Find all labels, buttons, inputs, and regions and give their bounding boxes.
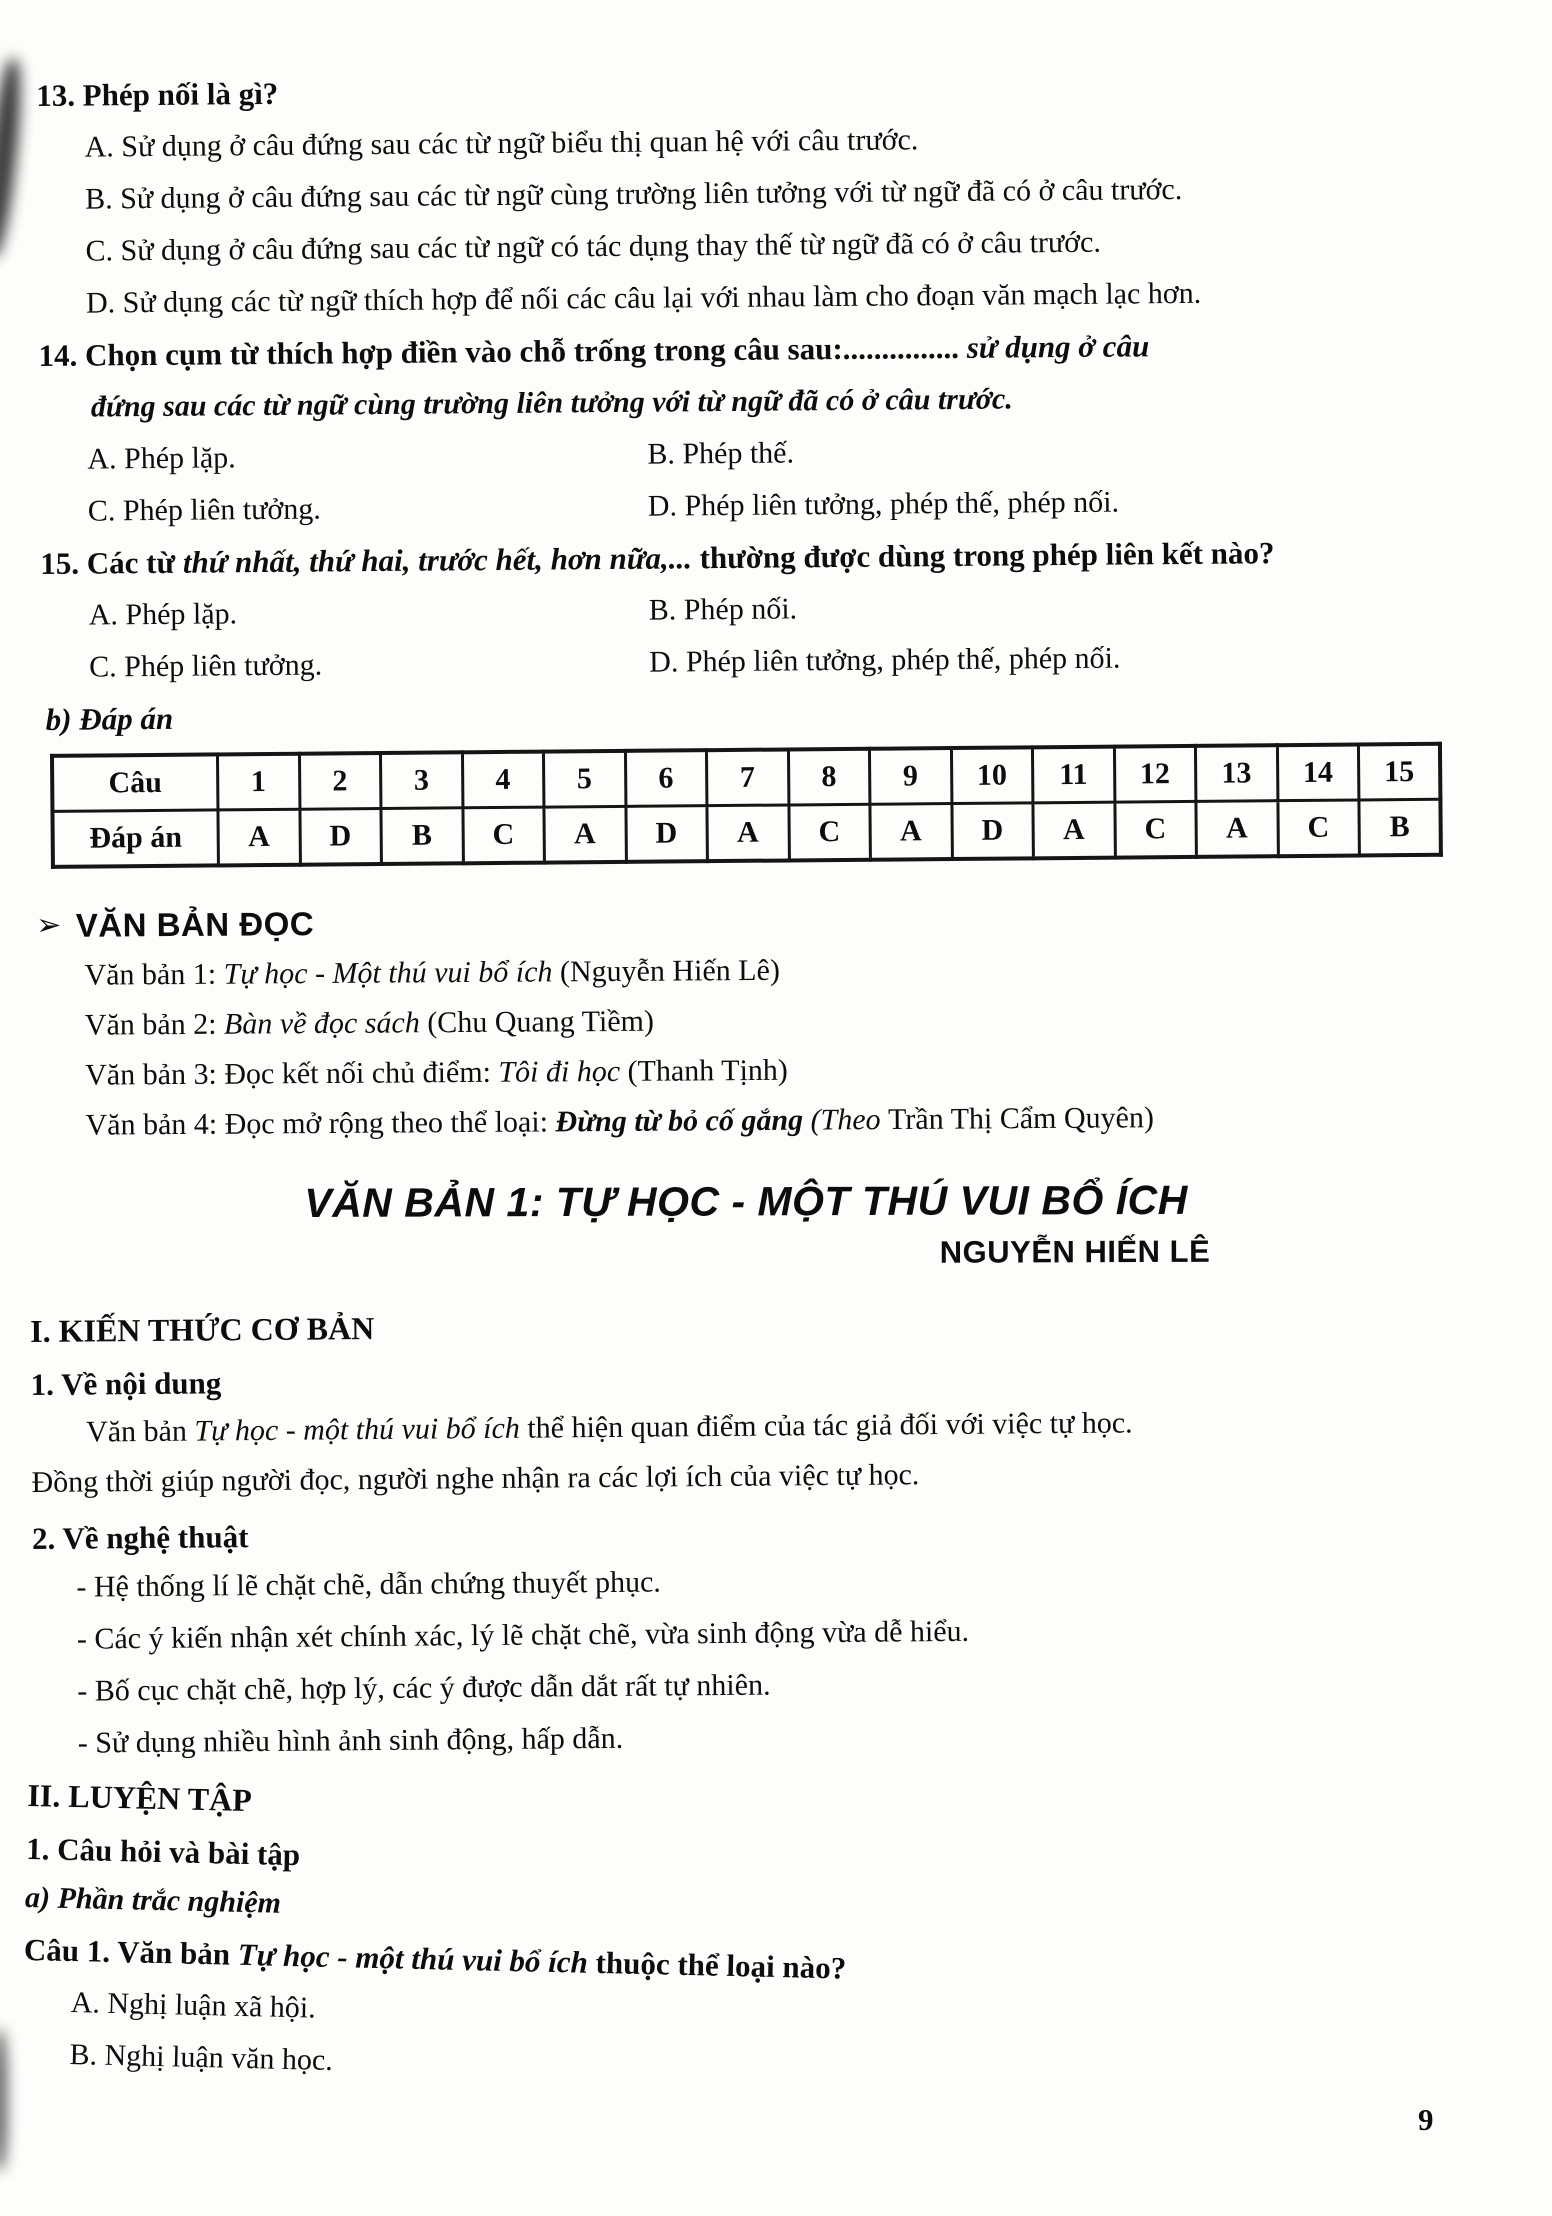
answer-key-heading: b) Đáp án: [45, 700, 174, 737]
question-15-options: [89, 577, 1528, 694]
answer-cell: 14: [1277, 744, 1359, 800]
answer-cell: 4: [462, 752, 544, 808]
text-segment: (Chu Quang Tiềm): [427, 1004, 655, 1040]
scan-smudge: [0, 2030, 7, 2170]
answer-cell: 10: [951, 747, 1033, 803]
cau-1-option-a: A. Nghị luận xã hội.: [70, 1986, 317, 2025]
text-segment: thể hiện quan điểm của tác giả đối với việc tự học.: [527, 1406, 1133, 1445]
answer-cell: 8: [788, 749, 870, 805]
content-subheading: 1. Về nội dung: [30, 1365, 222, 1402]
content-paragraph-line2: Đồng thời giúp người đọc, người nghe nhận ra các lợi ích của việc tự học.: [31, 1458, 920, 1499]
text-segment: 14. Chọn cụm từ thích hợp điền vào chỗ trống trong câu sau:...............: [38, 329, 967, 373]
text-segment: thuộc thể loại nào?: [595, 1944, 847, 1986]
answer-cell: 11: [1032, 747, 1114, 803]
answer-cell: C: [788, 804, 870, 860]
lesson-author: NGUYỄN HIẾN LÊ: [939, 1233, 1211, 1270]
answer-cell: C: [1277, 800, 1359, 856]
text-segment: (Nguyễn Hiến Lê): [559, 953, 780, 989]
question-13-option-c: C. Sử dụng ở câu đứng sau các từ ngữ có tác dụng thay thế từ ngữ đã có ở câu trước.: [85, 225, 1102, 268]
answer-cell: 15: [1358, 744, 1440, 800]
art-subheading: 2. Về nghệ thuật: [31, 1519, 249, 1556]
answer-cell: 7: [706, 749, 788, 805]
multiple-choice-section: [36, 57, 1529, 869]
section-2-heading: II. LUYỆN TẬP: [27, 1776, 253, 1819]
text-segment: Văn bản 1:: [84, 957, 224, 992]
answer-cell: 1: [217, 754, 299, 810]
question-13-option-d: D. Sử dụng các từ ngữ thích hợp để nối các câu lại với nhau làm cho đoạn văn mạch lạc hơn.: [85, 276, 1202, 320]
question-14-options: [87, 421, 1526, 538]
question-15-option-c: C. Phép liên tưởng.: [89, 648, 323, 684]
text-segment: Bàn về đọc sách: [223, 1006, 428, 1041]
lesson-title-main: TỰ HỌC - MỘT THÚ VUI BỔ ÍCH: [555, 1176, 1188, 1226]
question-14-option-d: D. Phép liên tưởng, phép thế, phép nối.: [647, 485, 1120, 523]
cau-1-option-b: B. Nghị luận văn học.: [69, 2038, 334, 2077]
exercises-subheading: 1. Câu hỏi và bài tập: [25, 1830, 301, 1873]
answer-cell: 13: [1195, 745, 1277, 801]
art-point-2: - Các ý kiến nhận xét chính xác, lý lẽ chặt chẽ, vừa sinh động vừa dễ hiểu.: [76, 1614, 970, 1656]
answer-cell: A: [544, 806, 626, 862]
answer-cell: C: [462, 807, 544, 863]
answer-cell: D: [625, 806, 707, 862]
text-segment: thường được dùng trong phép liên kết nào?: [691, 535, 1275, 576]
practice-section: [21, 1772, 1448, 2112]
multiple-choice-subheading: a) Phần trắc nghiệm: [24, 1880, 282, 1920]
text-segment: sử dụng ở câu: [966, 328, 1150, 365]
answer-table-number-label: Câu: [52, 754, 218, 811]
art-point-3: - Bố cục chặt chẽ, hợp lý, các ý được dẫn dắt rất tự nhiên.: [77, 1668, 771, 1708]
question-13-option-b: B. Sử dụng ở câu đứng sau các từ ngữ cùng trường liên tưởng với từ ngữ đã có ở câu trước.: [84, 173, 1183, 216]
question-13-option-a: A. Sử dụng ở câu đứng sau các từ ngữ biểu thị quan hệ với câu trước.: [84, 123, 919, 164]
lesson-title-prefix: VĂN BẢN 1:: [304, 1179, 556, 1226]
answer-cell: 3: [380, 752, 462, 808]
text-segment: Tự học - Một thú vui bổ ích: [223, 955, 561, 991]
question-14-option-b: B. Phép thế.: [647, 436, 795, 471]
text-segment: Tự học - một thú vui bổ ích: [194, 1411, 528, 1448]
lesson-title: [0, 1175, 1522, 1228]
text-segment: Văn bản 2:: [84, 1007, 225, 1042]
question-15-option-a: A. Phép lặp.: [88, 597, 238, 632]
lesson-header: [0, 1175, 1552, 1274]
question-14-stem-line2: đứng sau các từ ngữ cùng trường liên tưởng với từ ngữ đã có ở câu trước.: [90, 382, 1013, 424]
answer-cell: B: [1359, 799, 1441, 855]
question-14-option-c: C. Phép liên tưởng.: [87, 492, 321, 528]
text-segment: Văn bản 3: Đọc kết nối chủ điểm:: [85, 1055, 499, 1092]
answer-cell: 9: [869, 748, 951, 804]
page-number: 9: [1418, 2102, 1434, 2137]
answer-cell: A: [1196, 801, 1278, 857]
text-segment: Trần Thị Cẩm Quyên): [887, 1101, 1155, 1137]
art-point-1: - Hệ thống lí lẽ chặt chẽ, dẫn chứng thuyết phục.: [76, 1565, 661, 1604]
answer-cell: A: [707, 805, 789, 861]
answer-cell: A: [1033, 802, 1115, 858]
reading-heading-label: VĂN BẢN ĐỌC: [75, 905, 315, 944]
text-segment: (Theo: [810, 1103, 889, 1137]
question-15-option-b: B. Phép nối.: [648, 592, 798, 627]
text-segment: Đừng từ bỏ cố gắng: [555, 1103, 811, 1139]
arrow-bullet-icon: ➢: [36, 908, 62, 942]
answer-cell: 6: [625, 750, 707, 806]
text-segment: Văn bản: [85, 1414, 195, 1449]
answer-cell: D: [951, 803, 1033, 859]
answer-cell: D: [299, 809, 381, 865]
text-segment: Tôi đi học: [498, 1054, 628, 1089]
answer-table-value-row: [52, 799, 1440, 867]
text-segment: Văn bản 4: Đọc mở rộng theo thể loại:: [85, 1105, 556, 1142]
answer-cell: 2: [299, 753, 381, 809]
art-point-4: - Sử dụng nhiều hình ảnh sinh động, hấp dẫn.: [77, 1721, 624, 1760]
reading-list-item-4: [85, 1091, 1517, 1151]
text-segment: Câu 1. Văn bản: [23, 1931, 239, 1972]
answer-cell: C: [1114, 801, 1196, 857]
text-segment: Tự học - một thú vui bổ ích: [237, 1936, 597, 1980]
answer-table-value-label: Đáp án: [52, 810, 218, 867]
question-13-stem: 13. Phép nối là gì?: [36, 75, 279, 113]
answer-cell: A: [218, 809, 300, 865]
text-segment: (Thanh Tịnh): [627, 1053, 788, 1088]
basic-knowledge-section: [30, 1295, 1526, 1770]
scan-smudge: [0, 57, 26, 259]
question-15-option-d: D. Phép liên tưởng, phép thế, phép nối.: [649, 641, 1121, 679]
answer-key-table: [50, 742, 1443, 869]
answer-cell: B: [381, 808, 463, 864]
reading-texts-section: [36, 893, 1518, 1151]
answer-cell: A: [870, 804, 952, 860]
answer-cell: 12: [1114, 746, 1196, 802]
text-segment: 15. Các từ: [40, 544, 184, 581]
section-1-heading: I. KIẾN THỨC CƠ BẢN: [30, 1309, 375, 1349]
answer-cell: 5: [543, 751, 625, 807]
text-segment: thứ nhất, thứ hai, trước hết, hơn nữa,...: [182, 540, 693, 580]
question-14-option-a: A. Phép lặp.: [87, 441, 236, 476]
